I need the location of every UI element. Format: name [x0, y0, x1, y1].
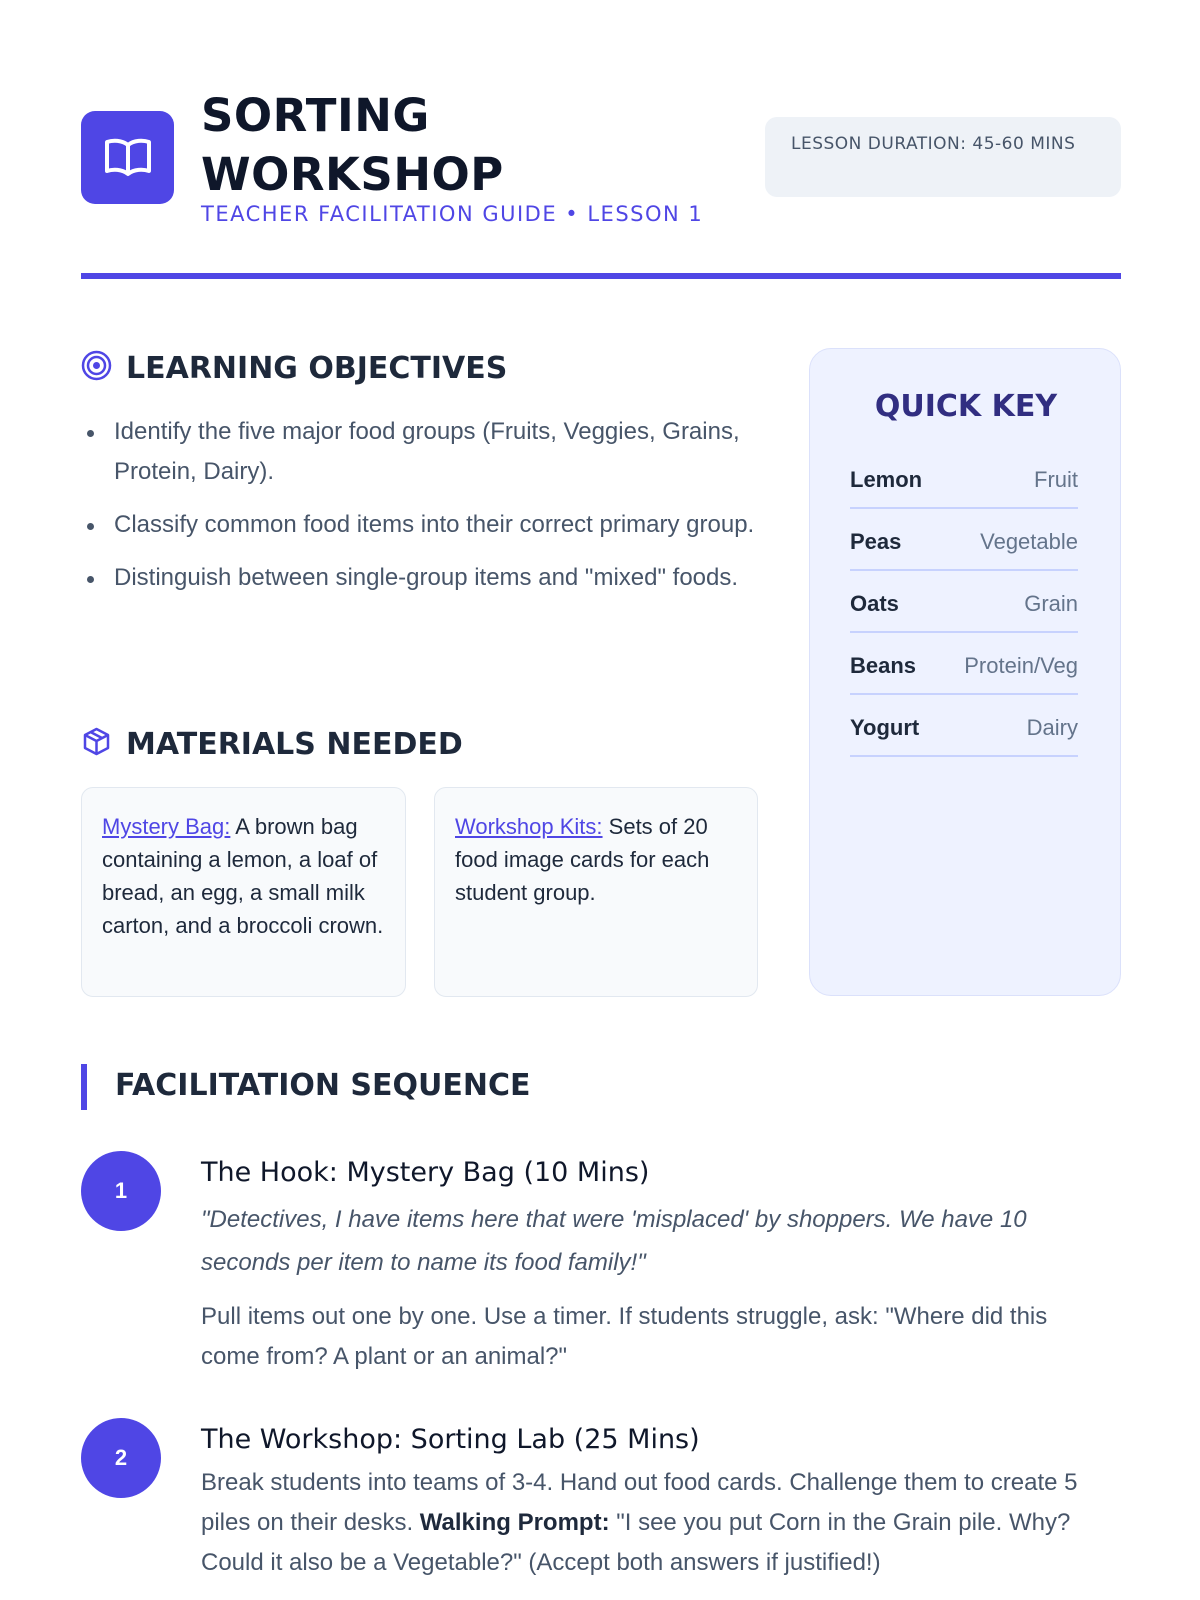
list-item: Classify common food items into their correct primary group. [81, 505, 761, 545]
step-body-text: Break students into teams of 3-4. Hand out food cards. Challenge them to create 5 piles on their desks. [201, 1469, 1078, 1536]
quick-key-food: Peas [850, 529, 902, 554]
title-line-2: WORKSHOP [201, 148, 504, 201]
title-line-1: SORTING [201, 89, 430, 142]
step-quote: "Detectives, I have items here that were 'misplaced' by shoppers. We have 10 seconds per item to name its food family!" [201, 1206, 1027, 1276]
quick-key-food: Beans [850, 653, 917, 678]
quick-key-row [850, 571, 1078, 633]
objectives-heading [81, 350, 507, 386]
quick-key-row [850, 633, 1078, 695]
quick-key-food: Yogurt [850, 715, 920, 740]
book-open-icon [81, 111, 174, 204]
material-description: Sets of 20 food image cards for each student group. [455, 814, 710, 905]
quick-key-group: Grain [1024, 591, 1078, 616]
quick-key-row [850, 509, 1078, 571]
facilitation-accent-bar [81, 1064, 87, 1110]
step-title: The Workshop: Sorting Lab (25 Mins) [201, 1424, 700, 1455]
header [81, 86, 1121, 236]
step-body-text: "I see you put Corn in the Grain pile. Why? Could it also be a Vegetable?" (Accept both answers if justified!) [201, 1509, 1071, 1576]
walking-prompt-label: Walking Prompt: [419, 1509, 610, 1536]
material-card-mystery-bag [81, 787, 406, 997]
objectives-list [81, 412, 761, 611]
quick-key-food: Lemon [850, 467, 923, 492]
step-number-badge: 1 [81, 1151, 161, 1231]
step-body: Pull items out one by one. Use a timer. If students struggle, ask: "Where did this come from? A plant or an animal?" [201, 1303, 1048, 1370]
step-title: The Hook: Mystery Bag (10 Mins) [201, 1157, 650, 1188]
materials-heading [81, 726, 463, 762]
list-item: Distinguish between single-group items and "mixed" foods. [81, 558, 761, 598]
step-body [201, 1463, 1111, 1583]
box-icon [81, 726, 112, 762]
header-divider [81, 273, 1121, 279]
target-icon [81, 350, 112, 386]
material-term[interactable]: Workshop Kits: [455, 814, 603, 839]
facilitation-heading: FACILITATION SEQUENCE [115, 1068, 531, 1103]
step-number-badge: 2 [81, 1418, 161, 1498]
objectives-heading-label: LEARNING OBJECTIVES [126, 350, 508, 386]
quick-key-group: Fruit [1034, 467, 1078, 492]
list-item: Identify the five major food groups (Fruits, Veggies, Grains, Protein, Dairy). [81, 412, 761, 492]
materials-heading-label: MATERIALS NEEDED [126, 726, 463, 762]
material-term[interactable]: Mystery Bag: [102, 814, 231, 839]
quick-key-title: QUICK KEY [874, 389, 1058, 424]
quick-key-group: Dairy [1026, 715, 1078, 740]
material-description: A brown bag containing a lemon, a loaf of bread, an egg, a small milk carton, and a broccoli crown. [102, 814, 384, 938]
material-card-workshop-kits [434, 787, 758, 997]
quick-key-row [850, 695, 1078, 757]
quick-key-group: Vegetable [980, 529, 1078, 554]
duration-badge: LESSON DURATION: 45-60 MINS [765, 117, 1121, 197]
page-subtitle: TEACHER FACILITATION GUIDE • LESSON 1 [201, 202, 704, 226]
quick-key-group: Protein/Veg [964, 653, 1078, 678]
quick-key-food: Oats [850, 591, 899, 616]
quick-key-row [850, 447, 1078, 509]
page-title [201, 86, 504, 204]
